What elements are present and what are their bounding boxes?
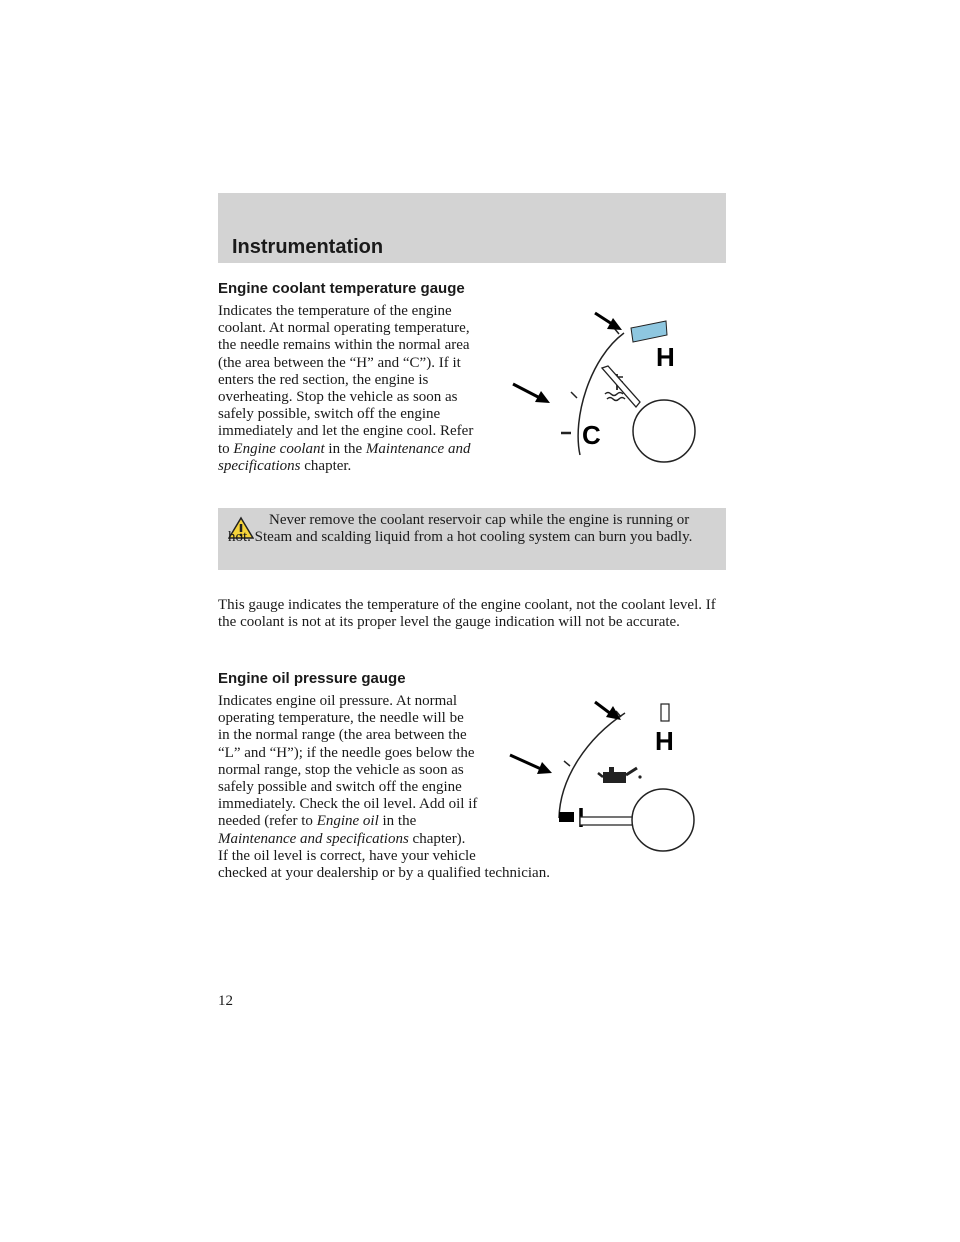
oil-needle [580,817,636,825]
oil-text-end: chapter). If the oil level is correct, have your vehicle checked at your dealership or by a qualified technician. [218,830,550,882]
oil-high-label: H [655,726,674,756]
coolant-hot-label: H [656,342,675,372]
oil-tick-low [564,761,570,766]
coolant-note: This gauge indicates the temperature of the engine coolant, not the coolant level. If the coolant is not at its proper level the gauge indication will not be accurate. [218,597,716,631]
coolant-in-the: in the [324,440,366,457]
oil-low-zone [559,812,574,822]
oil-needle-hub [632,789,694,851]
coolant-ref-chapter: Maintenance and specifications [218,440,471,474]
oil-ref-chapter: Maintenance and specifications [218,830,409,847]
coolant-text: Indicates the temperature of the engine coolant. At normal operating temperature, the needle remains within the normal area (the area between the “H” and “C”). If it enters the red section, the engine is overheating. Stop the vehicle as soon as safely possible, switch off the engine immediately and let the engine cool. Refer to [218,303,474,457]
coolant-heading: Engine coolant temperature gauge [218,280,465,297]
oil-text: Indicates engine oil pressure. At normal operating temperature, the needle will be in the normal range (the area between the “L” and “H”); if the needle goes below the normal range, stop the vehicle as soon as safely possible and switch off the engine immediately. Check the oil level. Add oil if needed (refer to [218,693,478,830]
chapter-header [218,193,726,263]
coolant-cold-label: C [582,420,601,450]
coolant-chapter-word: chapter. [300,457,352,474]
warning-box [218,508,726,570]
oil-can-icon [598,767,642,783]
page-number: 12 [218,993,233,1009]
coolant-ref-topic: Engine coolant [233,440,325,457]
oil-heading: Engine oil pressure gauge [218,670,406,687]
oil-in-the: in the [378,813,417,830]
coolant-pointer-arrow-low [513,384,550,403]
oil-pointer-arrow-high [595,702,621,720]
warning-text: Never remove the coolant reservoir cap while the engine is running or hot. Steam and scalding liquid from a hot cooling system can burn you badly. [228,512,693,546]
coolant-needle [602,366,640,407]
coolant-tick-low [571,392,577,398]
oil-pointer-arrow-low [510,755,552,774]
oil-gauge-illustration [500,693,720,873]
coolant-needle-hub [633,400,695,462]
coolant-hot-zone [631,321,667,342]
oil-high-zone [661,704,669,721]
chapter-title: Instrumentation [232,236,384,258]
coolant-pointer-arrow-high [595,313,622,330]
oil-ref-topic: Engine oil [316,813,379,830]
coolant-description [218,303,474,475]
coolant-gauge-illustration [500,308,720,488]
